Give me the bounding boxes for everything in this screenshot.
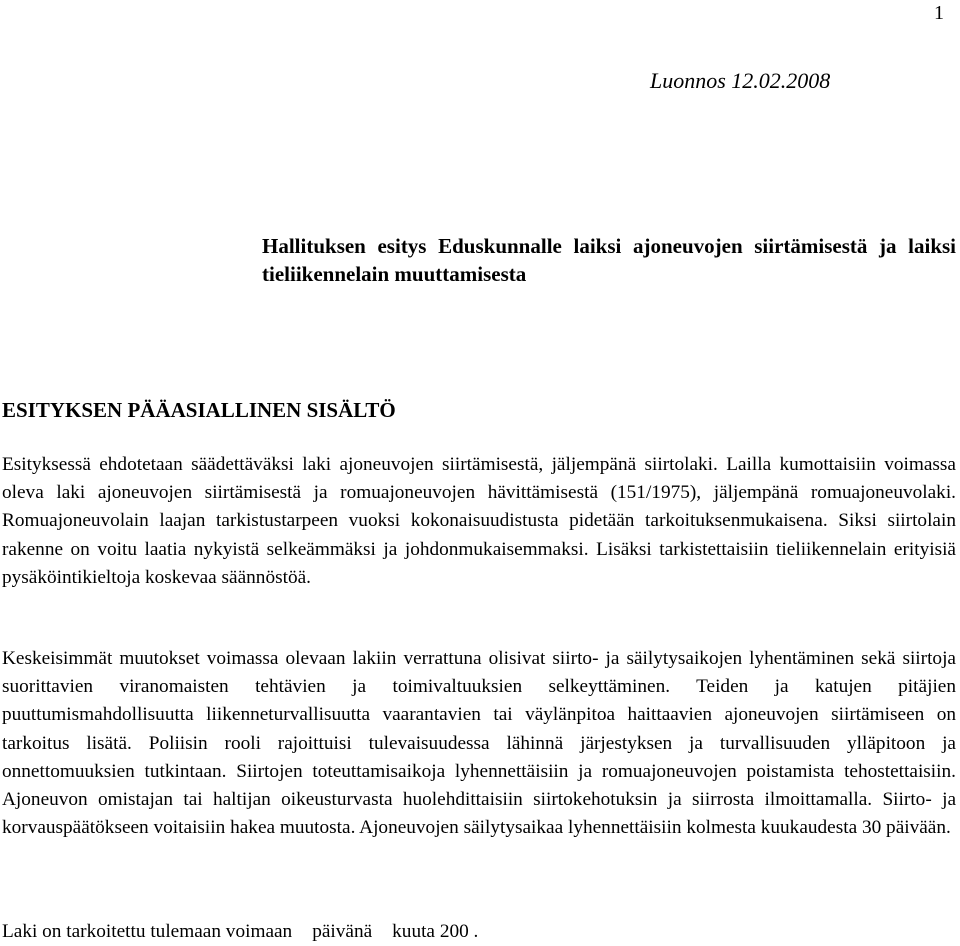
paragraph-summary: Esityksessä ehdotetaan säädettäväksi laki ajoneuvojen siirtämisestä, jäljempänä siirtolaki. Lailla kumottaisiin voimassa oleva laki ajoneuvojen siirtämisestä ja romuajoneuvojen hävittämisestä (151/1975), jäljempänä romuajoneuvolaki. Romuajoneuvolain laajan tarkistustarpeen vuoksi kokonaisuudistusta pidetään tarkoituksenmukaisena. Siksi siirtolain rakenne on voitu laatia nykyistä selkeämmäksi ja johdonmukaisemmaksi. Lisäksi tarkistettaisiin tieliikennelain erityisiä pysäköintikieltoja koskevaa säännöstöä. xyxy=(2,454,956,588)
paragraph-entry-into-force xyxy=(2,918,956,946)
page-number: 1 xyxy=(934,2,944,24)
document-title: Hallituksen esitys Eduskunnalle laiksi ajoneuvojen siirtämisestä ja laiksi tieliikennelain muuttamisesta xyxy=(262,234,956,286)
entry-into-force-text: Laki on tarkoitettu tulemaan voimaan xyxy=(2,921,293,942)
draft-date: Luonnos 12.02.2008 xyxy=(650,68,831,93)
entry-into-force-day: päivänä xyxy=(312,921,373,942)
entry-into-force-month: kuuta 200 . xyxy=(392,921,479,942)
paragraph-key-changes: Keskeisimmät muutokset voimassa olevaan lakiin verrattuna olisivat siirto- ja säilytysaikojen lyhentäminen sekä siirtoja suorittavien viranomaisten tehtävien ja toimivaltuuksien selkeyttäminen. Teiden ja katujen pitäjien puuttumismahdollisuutta liikenneturvallisuutta vaarantavien tai väylänpitoa haittaavien ajoneuvojen siirtämiseen on tarkoitus lisätä. Poliisin rooli rajoittuisi tulevaisuudessa lähinnä järjestyksen ja turvallisuuden ylläpitoon ja onnettomuuksien tutkintaan. Siirtojen toteuttamisaikoja lyhennettäisiin ja romuajoneuvojen poistamista tehostettaisiin. Ajoneuvon omistajan tai haltijan oikeusturvasta huolehdittaisiin siirtokehotuksin ja siirrosta ilmoittamalla. Siirto- ja korvauspäätökseen voitaisiin hakea muutosta. Ajoneuvojen säilytysaikaa lyhennettäisiin kolmesta kuukaudesta 30 päivään. xyxy=(2,648,956,839)
section-heading: ESITYKSEN PÄÄASIALLINEN SISÄLTÖ xyxy=(2,398,396,422)
